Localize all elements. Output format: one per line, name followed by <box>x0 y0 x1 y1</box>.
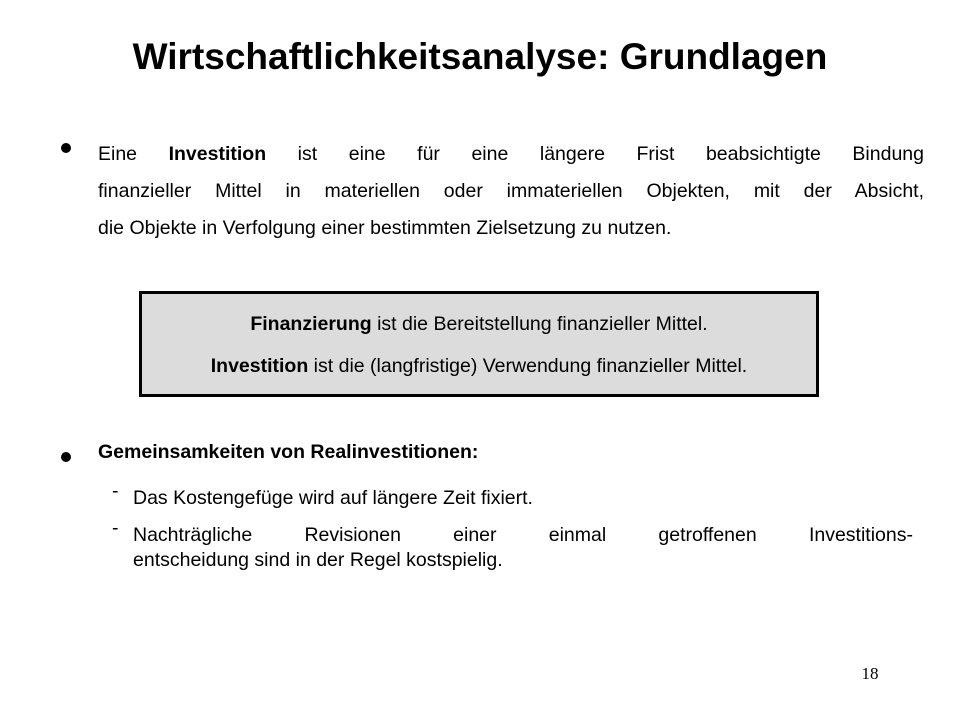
definition-line-3: die Objekte in Verfolgung einer bestimmten Zielsetzung zu nutzen. <box>98 217 672 239</box>
list-item-1: Das Kostengefüge wird auf längere Zeit fixiert. <box>133 487 533 509</box>
definition-line-1: Eine Investition ist eine für eine längere Frist beabsichtigte Bindung <box>98 143 924 165</box>
box-row-finanzierung: Finanzierung ist die Bereitstellung finanzieller Mittel. <box>250 313 708 335</box>
realinvestitionen-heading: Gemeinsamkeiten von Realinvestitionen: <box>98 441 479 463</box>
page-title: Wirtschaftlichkeitsanalyse: Grundlagen <box>132 36 828 77</box>
list-item-2-line-2: entscheidung sind in der Regel kostspielig. <box>133 549 503 571</box>
box-row-investition: Investition ist die (langfristige) Verwendung finanzieller Mittel. <box>210 355 748 377</box>
dash-2: - <box>112 517 119 539</box>
list-item-2-line-1: Nachträgliche Revisionen einer einmal getroffenen Investitions- <box>133 524 913 546</box>
definition-line-2: finanzieller Mittel in materiellen oder immateriellen Objekten, mit der Absicht, <box>98 180 924 202</box>
term-investition: Investition <box>168 143 267 165</box>
bullet-dot-1 <box>61 143 71 153</box>
page-number: 18 <box>861 664 879 683</box>
dash-1: - <box>112 480 119 502</box>
investition-definition <box>98 136 924 247</box>
definition-box <box>139 291 819 397</box>
list-item-2 <box>133 523 913 573</box>
bullet-dot-2 <box>61 452 71 462</box>
